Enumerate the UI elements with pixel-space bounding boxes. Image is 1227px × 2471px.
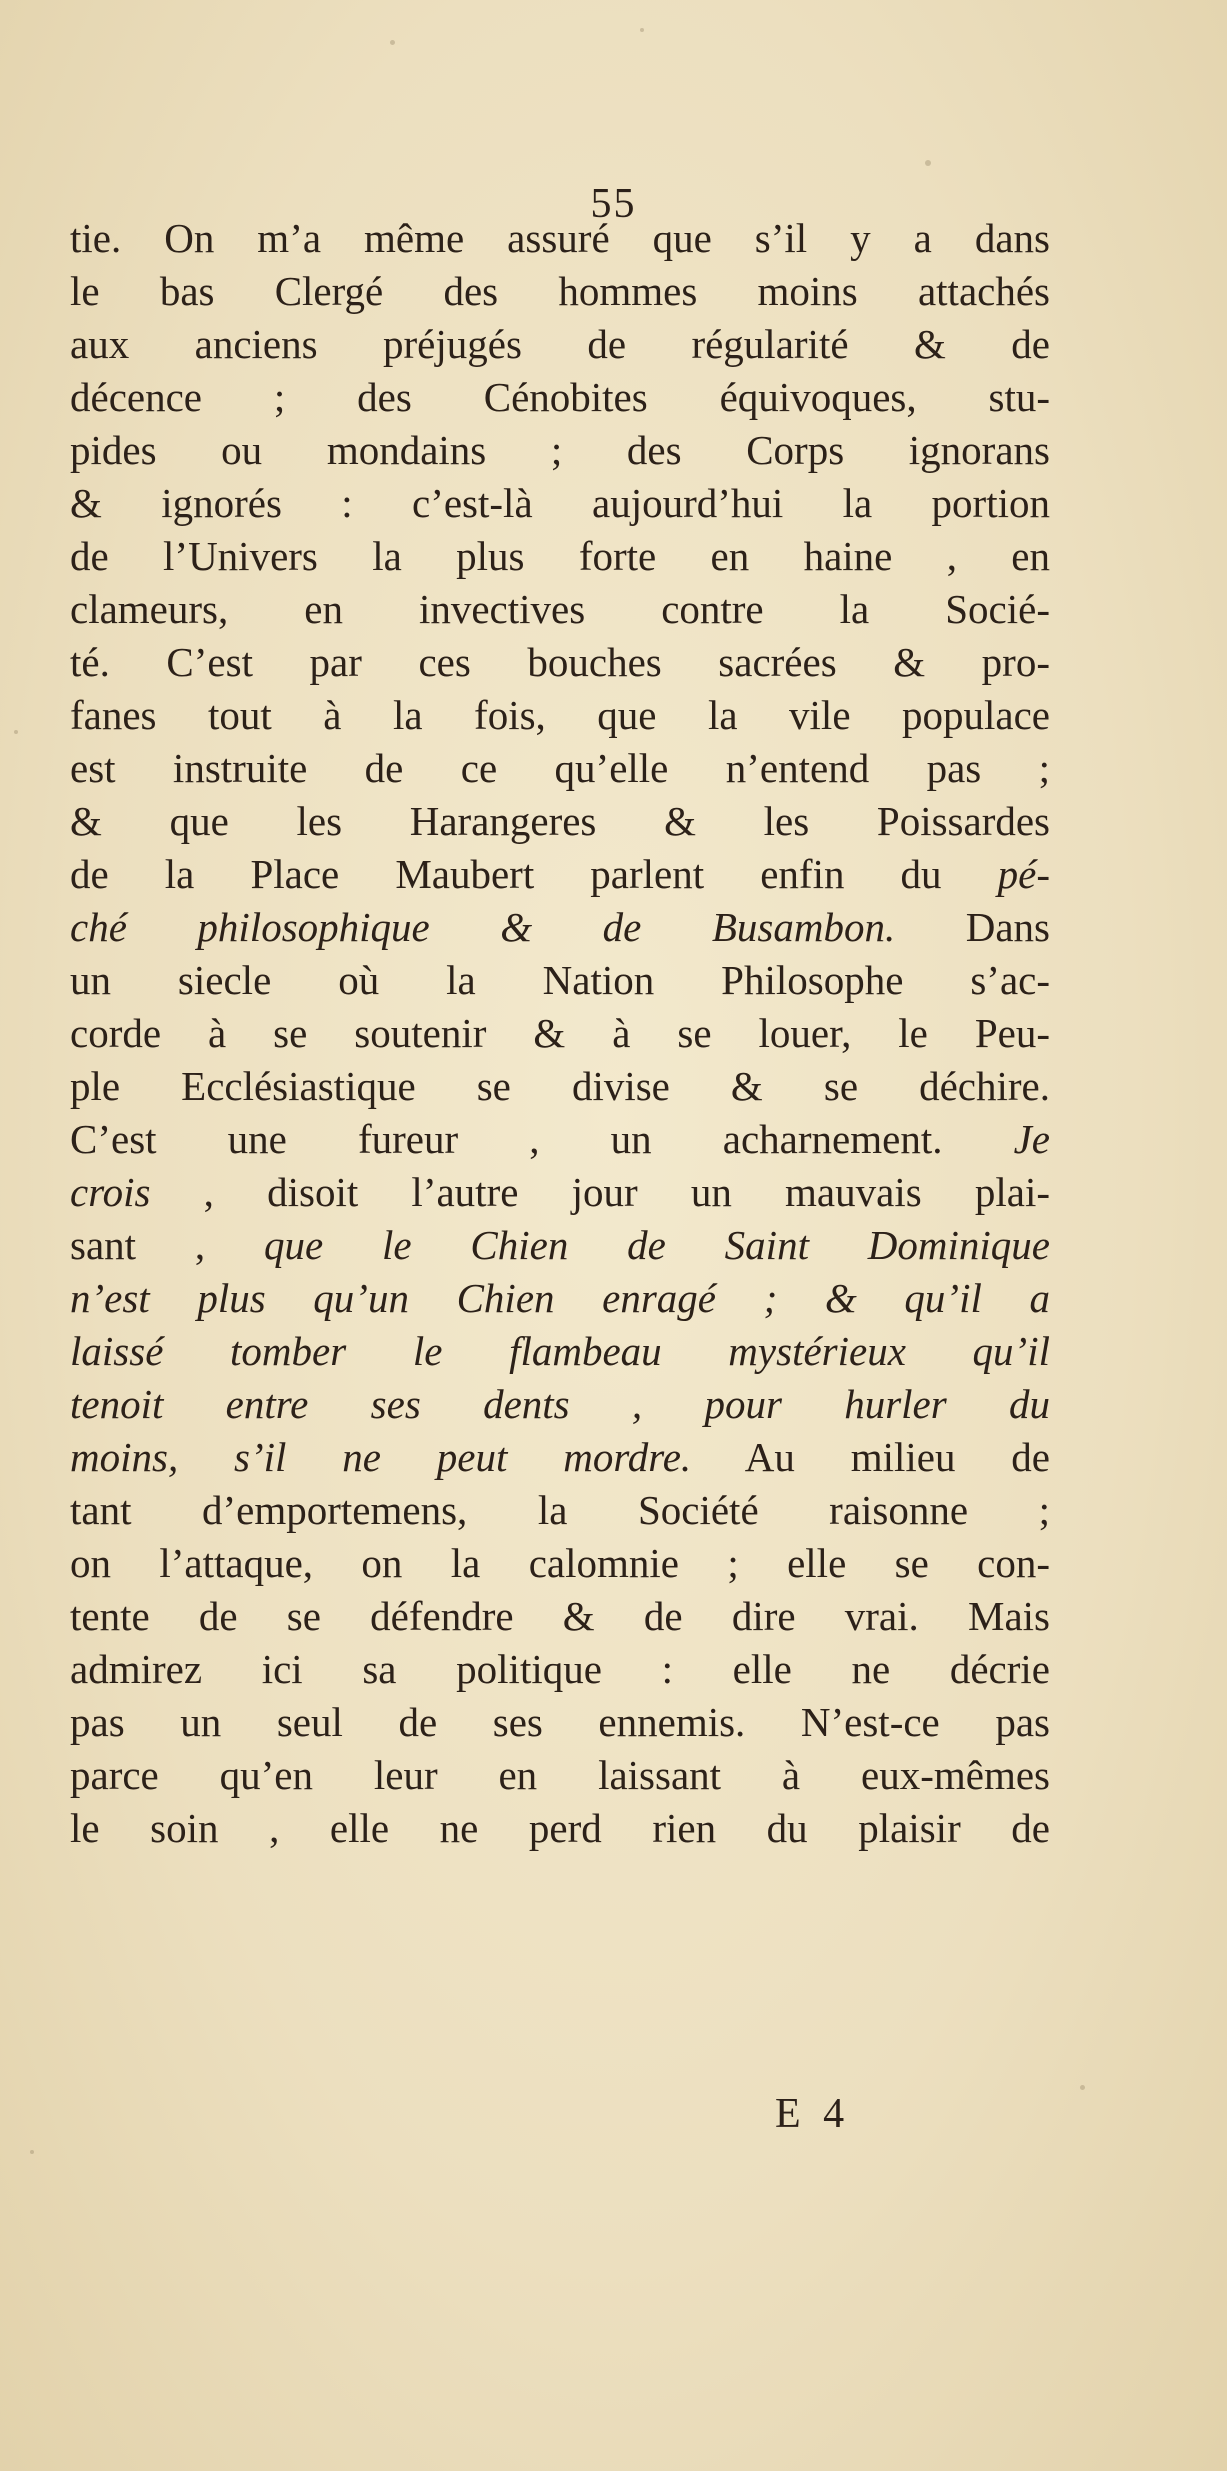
text-line (70, 1325, 1050, 1378)
text-line (70, 530, 1050, 583)
text-segment: admirez ici sa politique : elle ne décrie (70, 1646, 1050, 1692)
paper-speck (14, 730, 18, 734)
text-segment: & ignorés : c’est-là aujourd’hui la portion (70, 480, 1050, 526)
paper-speck (640, 28, 644, 32)
text-segment: C’est une fureur , un acharnement. (70, 1116, 1014, 1162)
text-segment: té. C’est par ces bouches sacrées & pro- (70, 639, 1050, 685)
text-line (70, 1749, 1050, 1802)
text-segment: Au milieu de (691, 1434, 1050, 1480)
paper-speck (925, 160, 931, 166)
text-segment: sant , (70, 1222, 264, 1268)
text-segment: tente de se défendre & de dire vrai. Mais (70, 1593, 1050, 1639)
text-line (70, 636, 1050, 689)
text-line (70, 1378, 1050, 1431)
text-line (70, 1696, 1050, 1749)
text-line (70, 954, 1050, 1007)
text-line (70, 1113, 1050, 1166)
italic-text: Je (1013, 1116, 1050, 1162)
text-line (70, 1484, 1050, 1537)
text-line (70, 848, 1050, 901)
text-segment: on l’attaque, on la calomnie ; elle se con- (70, 1540, 1050, 1586)
italic-text: ché philosophique & de Busambon. (70, 904, 896, 950)
text-line (70, 1643, 1050, 1696)
italic-text: n’est plus qu’un Chien enragé ; & qu’il a (70, 1275, 1050, 1321)
text-segment: corde à se soutenir & à se louer, le Peu- (70, 1010, 1050, 1056)
text-line (70, 1537, 1050, 1590)
italic-text: laissé tomber le flambeau mystérieux qu’il (70, 1328, 1050, 1374)
text-segment: pas un seul de ses ennemis. N’est-ce pas (70, 1699, 1050, 1745)
text-line (70, 1219, 1050, 1272)
text-line (70, 1802, 1050, 1855)
text-segment: clameurs, en invectives contre la Socié- (70, 586, 1050, 632)
text-line (70, 424, 1050, 477)
text-line (70, 901, 1050, 954)
page-number: 55 (590, 181, 637, 227)
italic-text: moins, s’il ne peut mordre. (70, 1434, 692, 1480)
text-line (70, 212, 1050, 265)
text-segment: de l’Univers la plus forte en haine , en (70, 533, 1050, 579)
text-line (70, 371, 1050, 424)
text-segment: & que les Harangeres & les Poissardes (70, 798, 1050, 844)
text-line (70, 318, 1050, 371)
text-line (70, 689, 1050, 742)
text-segment: parce qu’en leur en laissant à eux-mêmes (70, 1752, 1050, 1798)
text-segment: le soin , elle ne perd rien du plaisir de (70, 1805, 1050, 1851)
text-segment: pides ou mondains ; des Corps ignorans (70, 427, 1050, 473)
text-line (70, 1166, 1050, 1219)
text-line (70, 583, 1050, 636)
text-line (70, 1590, 1050, 1643)
text-line (70, 1431, 1050, 1484)
italic-text: que le Chien de Saint Dominique (263, 1222, 1050, 1268)
text-line (70, 1007, 1050, 1060)
text-segment: décence ; des Cénobites équivoques, stu- (70, 374, 1050, 420)
paper-speck (30, 2150, 34, 2154)
text-segment: un siecle où la Nation Philosophe s’ac- (70, 957, 1050, 1003)
paper-speck (390, 40, 395, 45)
paper-speck (1080, 2085, 1085, 2090)
text-segment: le bas Clergé des hommes moins attachés (70, 268, 1050, 314)
italic-text: crois (70, 1169, 151, 1215)
text-line (70, 1272, 1050, 1325)
italic-text: pé- (997, 851, 1050, 897)
text-segment: aux anciens préjugés de régularité & de (70, 321, 1050, 367)
text-segment: est instruite de ce qu’elle n’entend pas ; (70, 745, 1050, 791)
body-text (70, 212, 1050, 1855)
text-line (70, 1060, 1050, 1113)
text-line (70, 742, 1050, 795)
text-segment: tant d’emportemens, la Société raisonne ; (70, 1487, 1050, 1533)
text-segment: fanes tout à la fois, que la vile populace (70, 692, 1050, 738)
text-segment: de la Place Maubert parlent enfin du (70, 851, 998, 897)
text-segment: ple Ecclésiastique se divise & se déchire. (70, 1063, 1050, 1109)
text-line (70, 265, 1050, 318)
text-segment: , disoit l’autre jour un mauvais plai- (150, 1169, 1050, 1215)
text-line (70, 795, 1050, 848)
italic-text: tenoit entre ses dents , pour hurler du (70, 1381, 1050, 1427)
text-segment: Dans (895, 904, 1051, 950)
signature-mark: E 4 (775, 2091, 851, 2137)
text-segment: tie. On m’a même assuré que s’il y a dans (70, 215, 1050, 261)
text-line (70, 477, 1050, 530)
